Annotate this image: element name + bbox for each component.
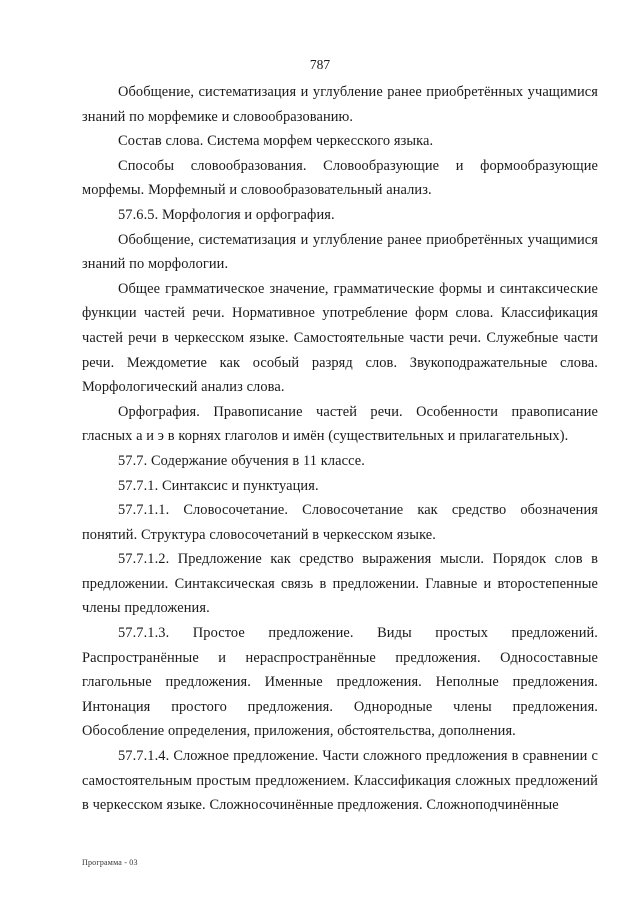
paragraph: Орфография. Правописание частей речи. Особенности правописание гласных а и э в корнях глаголов и имён (существительных и прилагательных).: [82, 403, 598, 445]
paragraph: 57.7.1.3. Простое предложение. Виды простых предложений. Распространённые и нераспространённые предложения. Односоставные глагольные предложения. Именные предложения. Неполные предложения. Интонация простого предложения. Однородные члены предложения. Обособление определения, приложения, обстоятельства, дополнения.: [82, 625, 598, 740]
document-body: [82, 80, 598, 818]
page-number: 787: [309, 57, 331, 72]
paragraph: Обобщение, систематизация и углубление ранее приобретённых учащимися знаний по морфемике и словообразованию.: [82, 84, 598, 125]
paragraph: 57.7.1.4. Сложное предложение. Части сложного предложения в сравнении с самостоятельным простым предложением. Классификация сложных предложений в черкесском языке. Сложносочинённые предложения. Сложноподчинённые: [82, 748, 598, 814]
section-heading: 57.6.5. Морфология и орфография.: [118, 206, 335, 223]
footer-program-code: Программа - 03: [82, 858, 138, 867]
paragraph: 57.7.1.2. Предложение как средство выражения мысли. Порядок слов в предложении. Синтаксическая связь в предложении. Главные и второстепенные члены предложения.: [82, 551, 598, 617]
section-heading: 57.7.1. Синтаксис и пунктуация.: [118, 477, 319, 494]
section-heading: 57.7. Содержание обучения в 11 классе.: [118, 452, 365, 469]
paragraph: Общее грамматическое значение, грамматические формы и синтаксические функции частей речи. Нормативное употребление форм слова. Классификация частей речи в черкесском языке. Самостоятельные части речи. Служебные части речи. Междометие как особый разряд слов. Звукоподражательные слова. Морфологический анализ слова.: [82, 280, 598, 396]
paragraph: Способы словообразования. Словообразующие и формообразующие морфемы. Морфемный и словообразовательный анализ.: [82, 157, 598, 199]
paragraph: Обобщение, систематизация и углубление ранее приобретённых учащимися знаний по морфологии.: [82, 231, 598, 273]
paragraph: 57.7.1.1. Словосочетание. Словосочетание как средство обозначения понятий. Структура словосочетаний в черкесском языке.: [82, 502, 598, 543]
paragraph: Состав слова. Система морфем черкесского языка.: [118, 133, 434, 150]
